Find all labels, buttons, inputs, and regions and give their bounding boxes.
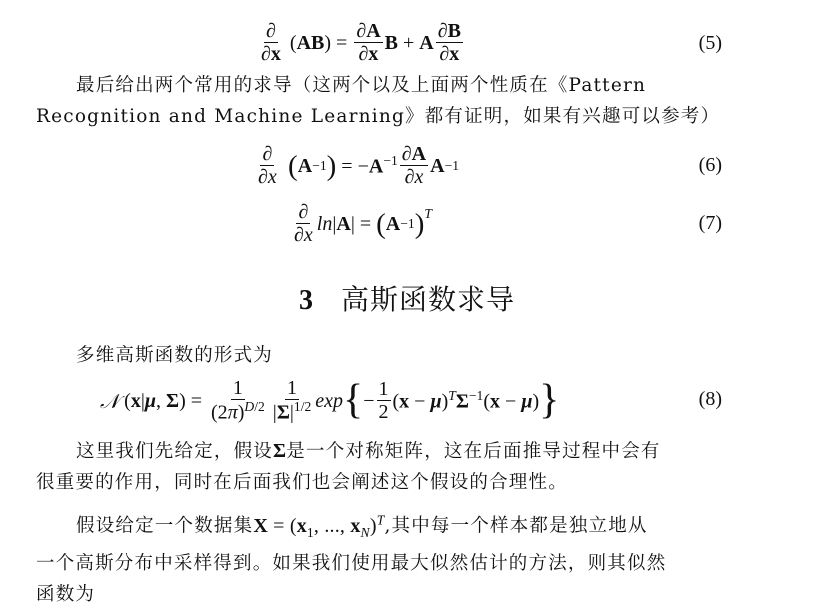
paragraph-line: 多维高斯函数的形式为 (76, 345, 274, 366)
paragraph-line: 很重要的作用，同时在后面我们也会阐述这个假设的合理性。 (36, 472, 568, 493)
equation-number: (5) (698, 32, 722, 54)
paragraph-dataset: 假设给定一个数据集$X = (x_1$, ..., $x_N)^T$,其中每一个样本都是独立地从 一个高斯分布中采样得到。如果我们使用最大似然估计的方法，则其似然 函数为 (36, 504, 722, 610)
paragraph-line: 函数为 (36, 583, 96, 605)
paragraph-line: 最后给出两个常用的求导（这两个以及上面两个性质在《Pattern (76, 75, 647, 96)
paragraph-line: 一个高斯分布中采样得到。如果我们使用最大似然估计的方法，则其似然 (36, 552, 667, 574)
paragraph-text: 是一个对称矩阵，这在后面推导过程中会有 (286, 441, 661, 462)
equation-6: $\frac{\partial}{\partial x}$ ( A −1 ) = $-A^{-1}$ $\frac{\partial A}{\partial x}$ A −1 (6) (258, 143, 722, 188)
paragraph-text: 假设给定一个数据集 (76, 515, 254, 537)
section-title: 高斯函数求导 (340, 283, 515, 316)
equation-number: (8) (698, 388, 722, 410)
paragraph-symmetric-assumption: 这里我们先给定，假设Σ是一个对称矩阵，这在后面推导过程中会有 很重要的作用，同时在后面我们也会阐述这个假设的合理性。 (36, 436, 722, 498)
paragraph-text: ,其中每一个样本都是独立地从 (384, 515, 648, 537)
section-number: 3 (298, 285, 313, 316)
paragraph-text: 这里我们先给定，假设 (76, 441, 274, 462)
equation-number: (6) (698, 154, 722, 176)
paragraph-line: Recognition and Machine Learning》都有证明，如果有兴趣可以参考） (36, 106, 721, 127)
paragraph-derivatives-intro (36, 70, 722, 132)
section-heading (0, 278, 814, 318)
equation-7: $\frac{\partial}{\partial x}$ ln |A| = ( A −1 ) $^T$ (7) (294, 201, 722, 246)
equation-5: $\frac{\partial}{\partial x}$ (AB) = $\frac{\partial A}{\partial x}$ B + A $\frac{\partial B}{\partial x}$ (5) (261, 20, 722, 65)
equation-number: (7) (698, 212, 722, 234)
equation-8: 𝒩 (x|μ, Σ) = $\frac{1}{(2\pi)^{D/2}}$ $\frac{1}{|\Sigma|^{1/2}}$ exp { − $\frac{1}{2}$ $(x - \mu)^T\Sigma^{-1}(x - \mu)$ } (8) (100, 377, 722, 424)
paragraph-gaussian-form (36, 340, 722, 371)
